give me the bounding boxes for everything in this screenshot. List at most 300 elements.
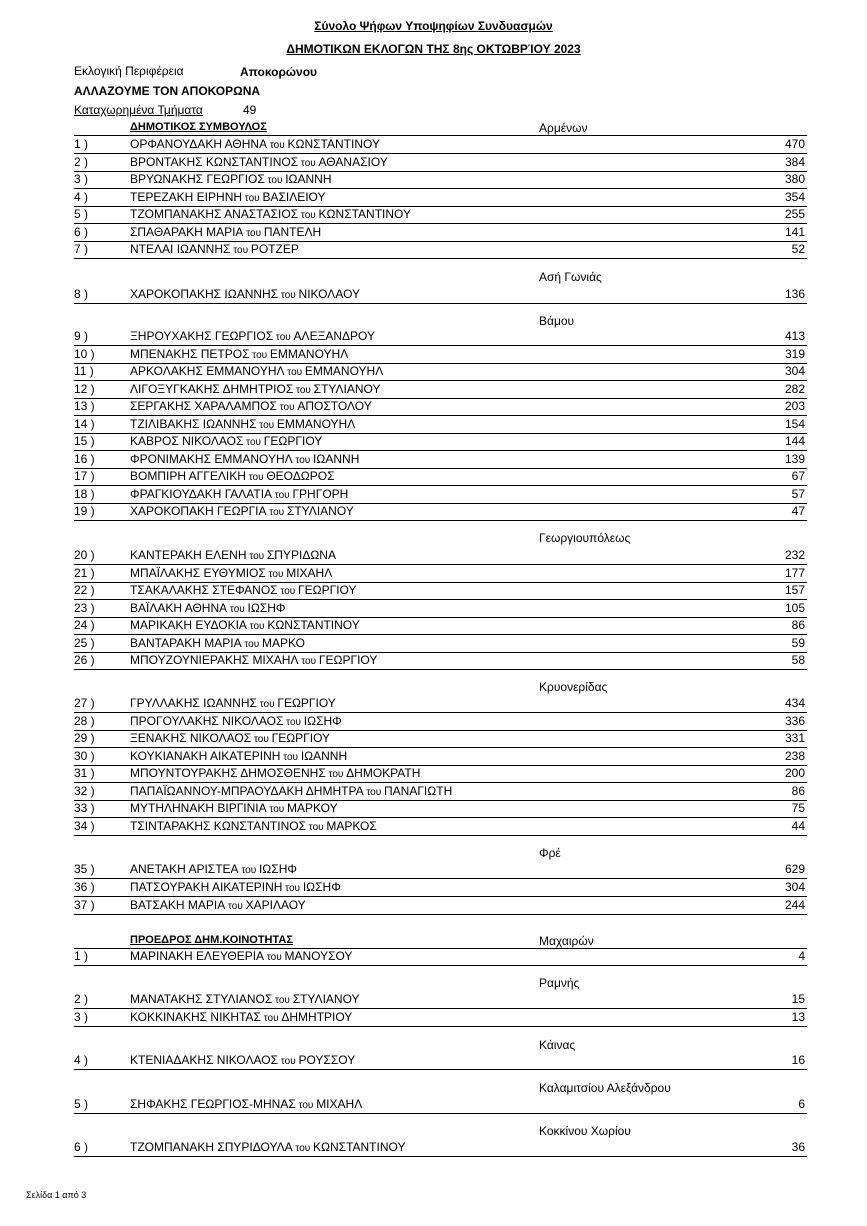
table-row: [74, 451, 807, 469]
table-row: [74, 861, 807, 879]
patronymic-prefix: του: [246, 621, 268, 632]
candidate-name: [130, 287, 360, 301]
candidate-name: [130, 601, 286, 615]
patronymic-prefix: του: [266, 507, 287, 518]
candidate-surname: ΚΑΝΤΕΡΑΚΗ ΕΛΕΝΗ: [130, 548, 247, 562]
candidate-father: ΙΩΑΝΝΗ: [300, 749, 348, 763]
group-label: Κρυονερίδας: [539, 680, 608, 694]
vote-count: 57: [791, 487, 805, 501]
table-row: [74, 486, 807, 504]
candidate-name: [130, 364, 383, 378]
candidate-father: ΣΤΥΛΙΑΝΟΥ: [286, 504, 354, 518]
patronymic-prefix: του: [276, 402, 298, 413]
vote-count: 304: [784, 880, 805, 894]
table-row: [74, 468, 807, 486]
row-number: 16 ): [74, 452, 95, 466]
vote-count: 203: [784, 399, 805, 413]
patronymic-prefix: του: [264, 175, 286, 186]
row-number: 19 ): [74, 504, 95, 518]
candidate-father: ΙΩΑΝΝΗ: [285, 172, 332, 186]
candidate-name: [130, 1097, 362, 1111]
table-row: [74, 635, 807, 653]
sections-value: 49: [243, 103, 257, 117]
candidate-father: ΕΜΜΑΝΟΥΗΛ: [304, 364, 384, 378]
candidate-father: ΚΩΝΣΤΑΝΤΙΝΟΥ: [267, 618, 360, 632]
candidate-father: ΓΕΩΡΓΙΟΥ: [263, 434, 323, 448]
patronymic-prefix: του: [282, 883, 303, 894]
candidate-surname: ΚΑΒΡΟΣ ΝΙΚΟΛΑΟΣ: [130, 434, 244, 448]
candidate-name: [130, 618, 360, 632]
candidate-name: [130, 801, 338, 815]
candidate-father: ΙΩΑΝΝΗ: [313, 452, 360, 466]
table-row: [74, 171, 807, 189]
vote-count: 36: [791, 1140, 805, 1154]
vote-count: 384: [784, 155, 805, 169]
candidate-father: ΙΩΣΗΦ: [258, 862, 297, 876]
table-row: [74, 1096, 807, 1114]
vote-count: 86: [791, 618, 805, 632]
candidate-name: [130, 434, 322, 448]
candidate-father: ΙΩΣΗΦ: [302, 880, 341, 894]
patronymic-prefix: του: [227, 604, 248, 615]
group-label: Κάινας: [539, 1038, 576, 1052]
candidate-surname: ΟΡΦΑΝΟΥΔΑΚΗ ΑΘΗΝΑ: [130, 137, 268, 151]
patronymic-prefix: του: [298, 158, 319, 169]
vote-count: 4: [798, 949, 805, 963]
row-number: 15 ): [74, 434, 95, 448]
candidate-name: [130, 819, 377, 833]
group-label: Γεωργιουπόλεως: [539, 531, 631, 545]
patronymic-prefix: του: [265, 569, 287, 580]
table-row: [74, 582, 807, 600]
table-row: [74, 547, 807, 565]
vote-count: 380: [784, 172, 805, 186]
patronymic-prefix: του: [251, 734, 272, 745]
patronymic-prefix: του: [249, 350, 270, 361]
candidate-surname: ΒΡΟΝΤΑΚΗΣ ΚΩΝΣΤΑΝΤΙΝΟΣ: [130, 155, 299, 169]
candidate-father: ΒΑΣΙΛΕΙΟΥ: [262, 190, 326, 204]
group-label: Μαχαιρών: [539, 934, 594, 948]
candidate-surname: ΒΡΥΩΝΑΚΗΣ ΓΕΩΡΓΙΟΣ: [130, 172, 265, 186]
patronymic-prefix: του: [272, 490, 293, 501]
candidate-father: ΙΩΣΗΦ: [247, 601, 286, 615]
table-row: [74, 381, 807, 399]
patronymic-prefix: του: [273, 332, 294, 343]
table-row: [74, 713, 807, 731]
candidate-father: ΘΕΟΔΩΡΟΣ: [266, 469, 335, 483]
region-value: Αποκορώνου: [240, 65, 318, 79]
vote-count: 232: [784, 548, 805, 562]
vote-count: 59: [791, 636, 805, 650]
patronymic-prefix: του: [245, 472, 267, 483]
region-label: Εκλογική Περιφέρεια: [74, 64, 184, 78]
candidate-name: [130, 329, 375, 343]
candidate-surname: ΤΖΟΜΠΑΝΑΚΗ ΣΠΥΡΙΔΟΥΛΑ: [130, 1140, 293, 1154]
patronymic-prefix: του: [256, 420, 277, 431]
candidate-surname: ΣΠΑΘΑΡΑΚΗ ΜΑΡΙΑ: [130, 225, 244, 239]
candidate-surname: ΚΤΕΝΙΑΔΑΚΗΣ ΝΙΚΟΛΑΟΣ: [130, 1053, 279, 1067]
candidate-surname: ΜΠΑΪΛΑΚΗΣ ΕΥΘΥΜΙΟΣ: [130, 566, 266, 580]
candidate-father: ΔΗΜΗΤΡΙΟΥ: [281, 1010, 353, 1024]
table-row: [74, 241, 807, 259]
candidate-name: [130, 1010, 352, 1024]
candidate-name: [130, 1140, 405, 1154]
vote-count: 304: [784, 364, 805, 378]
patronymic-prefix: του: [264, 952, 285, 963]
candidate-surname: ΧΑΡΟΚΟΠΑΚΗΣ ΙΩΑΝΝΗΣ: [130, 287, 279, 301]
vote-count: 86: [791, 784, 805, 798]
candidate-surname: ΠΑΠΑΪΩΑΝΝΟΥ-ΜΠΡΑΟΥΔΑΚΗ ΔΗΜΗΤΡΑ: [130, 784, 364, 798]
candidate-father: ΡΟΥΣΣΟΥ: [298, 1053, 356, 1067]
table-row: [74, 503, 807, 521]
candidate-name: [130, 347, 348, 361]
candidate-surname: ΝΤΕΛΑΙ ΙΩΑΝΝΗΣ: [130, 242, 231, 256]
vote-count: 282: [784, 382, 805, 396]
candidate-father: ΝΙΚΟΛΑΟΥ: [298, 287, 361, 301]
vote-count: 470: [784, 137, 805, 151]
candidate-name: [130, 190, 326, 204]
candidate-surname: ΚΟΚΚΙΝΑΚΗΣ ΝΙΚΗΤΑΣ: [130, 1010, 261, 1024]
row-number: 31 ): [74, 766, 95, 780]
patronymic-prefix: του: [280, 752, 301, 763]
row-number: 8 ): [74, 287, 89, 301]
row-number: 3 ): [74, 1010, 89, 1024]
candidate-surname: ΦΡΑΓΚΙΟΥΔΑΚΗ ΓΑΛΑΤΙΑ: [130, 487, 273, 501]
table-row: [74, 695, 807, 713]
candidate-name: [130, 504, 354, 518]
candidate-name: [130, 399, 372, 413]
row-number: 21 ): [74, 566, 95, 580]
candidate-name: [130, 992, 360, 1006]
vote-count: 13: [791, 1010, 805, 1024]
row-number: 2 ): [74, 155, 89, 169]
candidate-name: [130, 898, 306, 912]
table-row: [74, 416, 807, 434]
table-row: [74, 328, 807, 346]
candidate-surname: ΣΗΦΑΚΗΣ ΓΕΩΡΓΙΟΣ-ΜΗΝΑΣ: [130, 1097, 296, 1111]
candidate-father: ΓΕΩΡΓΙΟΥ: [318, 653, 378, 667]
candidate-surname: ΒΑΝΤΑΡΑΚΗ ΜΑΡΙΑ: [130, 636, 242, 650]
table-row: [74, 189, 807, 207]
candidate-name: [130, 225, 321, 239]
row-number: 25 ): [74, 636, 95, 650]
vote-count: 413: [784, 329, 805, 343]
candidate-name: [130, 487, 348, 501]
row-number: 9 ): [74, 329, 89, 343]
row-number: 1 ): [74, 137, 89, 151]
candidate-father: ΠΑΝΑΓΙΩΤΗ: [383, 784, 453, 798]
candidate-surname: ΑΡΚΟΛΑΚΗΣ ΕΜΜΑΝΟΥΗΛ: [130, 364, 285, 378]
candidate-name: [130, 636, 305, 650]
table-row: [74, 224, 807, 242]
vote-count: 629: [784, 862, 805, 876]
row-number: 12 ): [74, 382, 95, 396]
vote-count: 6: [798, 1097, 805, 1111]
candidate-father: ΑΘΑΝΑΣΙΟΥ: [318, 155, 388, 169]
vote-count: 44: [791, 819, 805, 833]
patronymic-prefix: του: [238, 865, 259, 876]
candidate-surname: ΒΟΜΠΙΡΗ ΑΓΓΕΛΙΚΗ: [130, 469, 246, 483]
row-number: 35 ): [74, 862, 95, 876]
column-header-candidate: ΠΡΟΕΔΡΟΣ ΔΗΜ.ΚΟΙΝΟΤΗΤΑΣ: [130, 934, 293, 946]
candidate-surname: ΤΣΑΚΑΛΑΚΗΣ ΣΤΕΦΑΝΟΣ: [130, 583, 278, 597]
group-label: Καλαμιτσίου Αλεξάνδρου: [539, 1081, 671, 1095]
candidate-father: ΜΙΧΑΗΛ: [286, 566, 333, 580]
candidate-surname: ΤΕΡΕΖΑΚΗ ΕΙΡΗΝΗ: [130, 190, 243, 204]
candidate-name: [130, 949, 352, 963]
row-number: 13 ): [74, 399, 95, 413]
candidate-surname: ΜΑΡΙΚΑΚΗ ΕΥΔΟΚΙΑ: [130, 618, 247, 632]
patronymic-prefix: του: [230, 245, 251, 256]
row-number: 6 ): [74, 1140, 89, 1154]
table-row: [74, 897, 807, 915]
candidate-name: [130, 583, 357, 597]
row-number: 23 ): [74, 601, 95, 615]
vote-count: 15: [791, 992, 805, 1006]
table-row: [74, 991, 807, 1009]
group-label: Ραμνής: [539, 976, 580, 990]
candidate-surname: ΜΥΤΗΛΗΝΑΚΗ ΒΙΡΓΙΝΙΑ: [130, 801, 267, 815]
table-row: [74, 1009, 807, 1027]
table-row: [74, 433, 807, 451]
table-row: [74, 136, 807, 154]
patronymic-prefix: του: [266, 804, 288, 815]
table-row: [74, 565, 807, 583]
candidate-surname: ΦΡΟΝΙΜΑΚΗΣ ΕΜΜΑΝΟΥΗΛ: [130, 452, 293, 466]
candidate-father: ΣΤΥΛΙΑΝΟΥ: [292, 992, 360, 1006]
candidate-father: ΣΠΥΡΙΔΩΝΑ: [266, 548, 336, 562]
candidate-surname: ΜΠΟΥΖΟΥΝΙΕΡΑΚΗΣ ΜΙΧΑΗΛ: [130, 653, 299, 667]
table-row: [74, 948, 807, 966]
vote-count: 16: [791, 1053, 805, 1067]
row-number: 10 ): [74, 347, 95, 361]
candidate-name: [130, 417, 355, 431]
candidate-father: ΣΤΥΛΙΑΝΟΥ: [313, 382, 381, 396]
patronymic-prefix: του: [225, 901, 246, 912]
candidate-surname: ΠΑΤΣΟΥΡΑΚΗ ΑΙΚΑΤΕΡΙΝΗ: [130, 880, 283, 894]
candidate-name: [130, 155, 388, 169]
row-number: 7 ): [74, 242, 89, 256]
table-header: [74, 121, 807, 136]
candidate-father: ΠΑΝΤΕΛΗ: [263, 225, 322, 239]
row-number: 5 ): [74, 207, 89, 221]
candidate-name: [130, 1053, 355, 1067]
patronymic-prefix: του: [292, 455, 314, 466]
patronymic-prefix: του: [243, 437, 264, 448]
candidate-name: [130, 653, 377, 667]
table-row: [74, 1052, 807, 1070]
candidate-name: [130, 862, 297, 876]
candidate-surname: ΞΗΡΟΥΧΑΚΗΣ ΓΕΩΡΓΙΟΣ: [130, 329, 274, 343]
row-number: 33 ): [74, 801, 95, 815]
patronymic-prefix: του: [256, 699, 278, 710]
table-row: [74, 363, 807, 381]
vote-count: 139: [784, 452, 805, 466]
row-number: 2 ): [74, 992, 89, 1006]
vote-count: 67: [791, 469, 805, 483]
candidate-father: ΜΑΡΚΟΣ: [326, 819, 377, 833]
vote-count: 105: [784, 601, 805, 615]
vote-count: 157: [784, 583, 805, 597]
candidate-father: ΕΜΜΑΝΟΥΗΛ: [276, 417, 356, 431]
table-row: [74, 600, 807, 618]
group-label: Αρμένων: [539, 121, 588, 135]
candidate-surname: ΛΙΓΟΞΥΓΚΑΚΗΣ ΔΗΜΗΤΡΙΟΣ: [130, 382, 294, 396]
row-number: 11 ): [74, 364, 94, 378]
candidate-surname: ΒΑΪΛΑΚΗ ΑΘΗΝΑ: [130, 601, 228, 615]
patronymic-prefix: του: [246, 551, 267, 562]
vote-count: 136: [784, 287, 805, 301]
candidate-surname: ΧΑΡΟΚΟΠΑΚΗ ΓΕΩΡΓΙΑ: [130, 504, 267, 518]
row-number: 22 ): [74, 583, 95, 597]
row-number: 24 ): [74, 618, 95, 632]
table-row: [74, 783, 807, 801]
candidate-name: [130, 749, 347, 763]
candidate-surname: ΒΑΤΣΑΚΗ ΜΑΡΙΑ: [130, 898, 226, 912]
candidate-father: ΑΛΕΞΑΝΔΡΟΥ: [293, 329, 376, 343]
row-number: 27 ): [74, 696, 95, 710]
candidate-father: ΙΩΣΗΦ: [303, 714, 342, 728]
patronymic-prefix: του: [242, 193, 263, 204]
candidate-surname: ΚΟΥΚΙΑΝΑΚΗ ΑΙΚΑΤΕΡΙΝΗ: [130, 749, 281, 763]
candidate-surname: ΞΕΝΑΚΗΣ ΝΙΚΟΛΑΟΣ: [130, 731, 252, 745]
candidate-name: [130, 880, 341, 894]
candidate-surname: ΜΑΝΑΤΑΚΗΣ ΣΤΥΛΙΑΝΟΣ: [130, 992, 273, 1006]
table-row: [74, 617, 807, 635]
group-label: Κοκκίνου Χωρίου: [539, 1124, 631, 1138]
candidate-name: [130, 714, 342, 728]
row-number: 28 ): [74, 714, 95, 728]
table-row: [74, 346, 807, 364]
vote-count: 200: [784, 766, 805, 780]
vote-count: 141: [784, 225, 805, 239]
table-header: [74, 934, 807, 949]
row-number: 4 ): [74, 1053, 89, 1067]
candidate-father: ΓΕΩΡΓΙΟΥ: [277, 696, 336, 710]
row-number: 36 ): [74, 880, 95, 894]
table-row: [74, 1139, 807, 1157]
column-header-candidate: ΔΗΜΟΤΙΚΟΣ ΣΥΜΒΟΥΛΟΣ: [130, 121, 267, 133]
candidate-surname: ΜΠΕΝΑΚΗΣ ΠΕΤΡΟΣ: [130, 347, 250, 361]
vote-count: 255: [784, 207, 805, 221]
candidate-name: [130, 207, 411, 221]
patronymic-prefix: του: [277, 586, 299, 597]
row-number: 5 ): [74, 1097, 89, 1111]
patronymic-prefix: του: [283, 717, 304, 728]
row-number: 34 ): [74, 819, 95, 833]
doc-subtitle: ΔΗΜΟΤΙΚΩΝ ΕΚΛΟΓΩΝ ΤΗΣ 8ης ΟΚΤΩΒΡΊΟΥ 2023: [286, 42, 581, 56]
candidate-surname: ΜΑΡΙΝΑΚΗ ΕΛΕΥΘΕΡΙΑ: [130, 949, 265, 963]
candidate-surname: ΓΡΥΛΛΑΚΗΣ ΙΩΑΝΝΗΣ: [130, 696, 257, 710]
candidate-father: ΓΡΗΓΟΡΗ: [292, 487, 349, 501]
row-number: 17 ): [74, 469, 95, 483]
candidate-father: ΜΑΡΚΟΥ: [287, 801, 338, 815]
party-name: ΑΛΛΑΖΟΥΜΕ ΤΟΝ ΑΠΟΚΟΡΩΝΑ: [74, 84, 261, 98]
candidate-name: [130, 696, 336, 710]
table-row: [74, 652, 807, 670]
row-number: 6 ): [74, 225, 89, 239]
patronymic-prefix: του: [298, 210, 319, 221]
patronymic-prefix: του: [295, 1100, 317, 1111]
row-number: 32 ): [74, 784, 95, 798]
table-row: [74, 206, 807, 224]
table-row: [74, 286, 807, 304]
candidate-name: [130, 469, 335, 483]
doc-title: Σύνολο Ψήφων Υποψηφίων Συνδυασμών: [314, 19, 553, 33]
table-row: [74, 154, 807, 172]
row-number: 1 ): [74, 949, 89, 963]
page-footer: Σελίδα 1 από 3: [26, 1190, 87, 1200]
row-number: 29 ): [74, 731, 95, 745]
candidate-name: [130, 452, 359, 466]
candidate-surname: ΤΖΙΛΙΒΑΚΗΣ ΙΩΑΝΝΗΣ: [130, 417, 257, 431]
group-label: Βάμου: [539, 314, 575, 328]
patronymic-prefix: του: [325, 769, 347, 780]
vote-count: 319: [784, 347, 805, 361]
table-row: [74, 748, 807, 766]
patronymic-prefix: του: [284, 367, 305, 378]
patronymic-prefix: του: [305, 822, 327, 833]
row-number: 4 ): [74, 190, 89, 204]
patronymic-prefix: του: [267, 140, 288, 151]
patronymic-prefix: του: [241, 639, 262, 650]
row-number: 18 ): [74, 487, 95, 501]
candidate-surname: ΜΠΟΥΝΤΟΥΡΑΚΗΣ ΔΗΜΟΣΘΕΝΗΣ: [130, 766, 326, 780]
row-number: 30 ): [74, 749, 95, 763]
patronymic-prefix: του: [292, 1143, 314, 1154]
patronymic-prefix: του: [272, 995, 293, 1006]
table-row: [74, 818, 807, 836]
vote-count: 434: [784, 696, 805, 710]
candidate-surname: ΤΖΟΜΠΑΝΑΚΗΣ ΑΝΑΣΤΑΣΙΟΣ: [130, 207, 299, 221]
candidate-surname: ΤΣΙΝΤΑΡΑΚΗΣ ΚΩΝΣΤΑΝΤΙΝΟΣ: [130, 819, 306, 833]
candidate-father: ΕΜΜΑΝΟΥΗΛ: [269, 347, 349, 361]
candidate-father: ΓΕΩΡΓΙΟΥ: [298, 583, 357, 597]
row-number: 20 ): [74, 548, 95, 562]
candidate-father: ΡΟΤΖΕΡ: [250, 242, 299, 256]
vote-count: 336: [784, 714, 805, 728]
patronymic-prefix: του: [298, 656, 319, 667]
row-number: 3 ): [74, 172, 89, 186]
vote-count: 154: [784, 417, 805, 431]
candidate-father: ΚΩΝΣΤΑΝΤΙΝΟΥ: [287, 137, 380, 151]
candidate-father: ΜΙΧΑΗΛ: [316, 1097, 363, 1111]
candidate-name: [130, 766, 420, 780]
vote-count: 52: [791, 242, 805, 256]
candidate-name: [130, 731, 330, 745]
table-row: [74, 730, 807, 748]
vote-count: 47: [791, 504, 805, 518]
row-number: 37 ): [74, 898, 95, 912]
candidate-name: [130, 382, 381, 396]
vote-count: 75: [791, 801, 805, 815]
sections-label: Καταχωρημένα Τμήματα: [74, 103, 203, 117]
candidate-father: ΓΕΩΡΓΙΟΥ: [271, 731, 331, 745]
vote-count: 58: [791, 653, 805, 667]
group-label: Φρέ: [539, 846, 561, 860]
vote-count: 244: [784, 898, 805, 912]
table-row: [74, 398, 807, 416]
candidate-name: [130, 784, 452, 798]
row-number: 26 ): [74, 653, 95, 667]
group-label: Ασή Γωνιάς: [539, 270, 602, 284]
row-number: 14 ): [74, 417, 95, 431]
vote-count: 331: [784, 731, 805, 745]
table-row: [74, 765, 807, 783]
candidate-name: [130, 137, 380, 151]
candidate-father: ΚΩΝΣΤΑΝΤΙΝΟΥ: [313, 1140, 406, 1154]
candidate-name: [130, 548, 336, 562]
